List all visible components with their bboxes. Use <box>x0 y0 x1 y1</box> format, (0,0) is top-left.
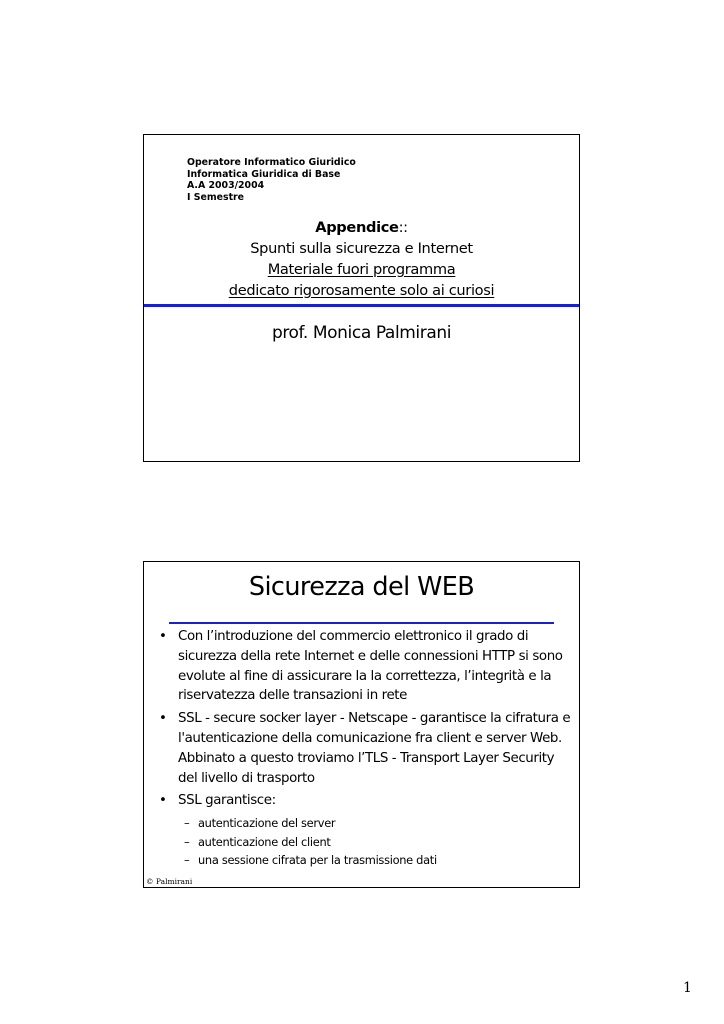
bullet-item <box>158 709 573 788</box>
course-header-line: A.A 2003/2004 <box>187 180 265 192</box>
sub-bullet-item <box>158 851 573 870</box>
sub-bullet-text: una sessione cifrata per la trasmissione dati <box>198 853 437 868</box>
subtitle-line-underlined: Materiale fuori programma <box>267 261 456 278</box>
bullet-dot-icon: • <box>159 711 167 727</box>
slide-2-title: Sicurezza del WEB <box>248 572 475 602</box>
slide-2 <box>143 561 580 888</box>
subtitle-line-underlined: dedicato rigorosamente solo ai curiosi <box>228 282 495 299</box>
slide-1-title <box>144 217 579 238</box>
course-header-line: Informatica Giuridica di Base <box>187 168 341 180</box>
blue-divider <box>144 304 579 307</box>
copyright-footer: © Palmirani <box>146 877 193 886</box>
bullet-text: SSL - secure socker layer - Netscape - garantisce la cifratura e l'autenticazione della comunicazione fra client e server Web. Abbinato a questo troviamo l’TLS - Transport Layer Security del livello di trasporto <box>178 711 571 786</box>
title-appendice: Appendice <box>315 219 399 236</box>
bullet-item <box>158 627 573 706</box>
title-underline-rule <box>169 622 554 624</box>
dash-icon: – <box>184 834 190 849</box>
bullet-list <box>158 627 573 870</box>
course-header-line: Operatore Informatico Giuridico <box>187 157 356 168</box>
sub-bullet-text: autenticazione del server <box>198 816 336 831</box>
title-suffix: :: <box>398 219 408 236</box>
page-number: 1 <box>683 980 692 996</box>
course-header-line: I Semestre <box>187 191 245 203</box>
author-name: prof. Monica Palmirani <box>271 323 452 343</box>
sub-bullet-item <box>158 833 573 852</box>
dash-icon: – <box>184 816 190 831</box>
dash-icon: – <box>184 853 190 868</box>
subtitle-line: Spunti sulla sicurezza e Internet <box>250 240 473 257</box>
bullet-dot-icon: • <box>159 629 167 644</box>
sub-bullet-text: autenticazione del client <box>198 834 331 849</box>
course-header <box>187 157 356 203</box>
bullet-text: SSL garantisce: <box>178 793 276 809</box>
bullet-text: Con l’introduzione del commercio elettronico il grado di sicurezza della rete Internet e delle connessioni HTTP si sono evolute al fine di assicurare la la correttezza, l’integrità e la riservatezza delle transazioni in rete <box>178 629 563 704</box>
slide-1 <box>143 134 580 462</box>
slide-1-title-block <box>144 217 579 301</box>
bullet-item <box>158 791 573 811</box>
sub-bullet-item <box>158 814 573 833</box>
bullet-dot-icon: • <box>159 793 167 809</box>
